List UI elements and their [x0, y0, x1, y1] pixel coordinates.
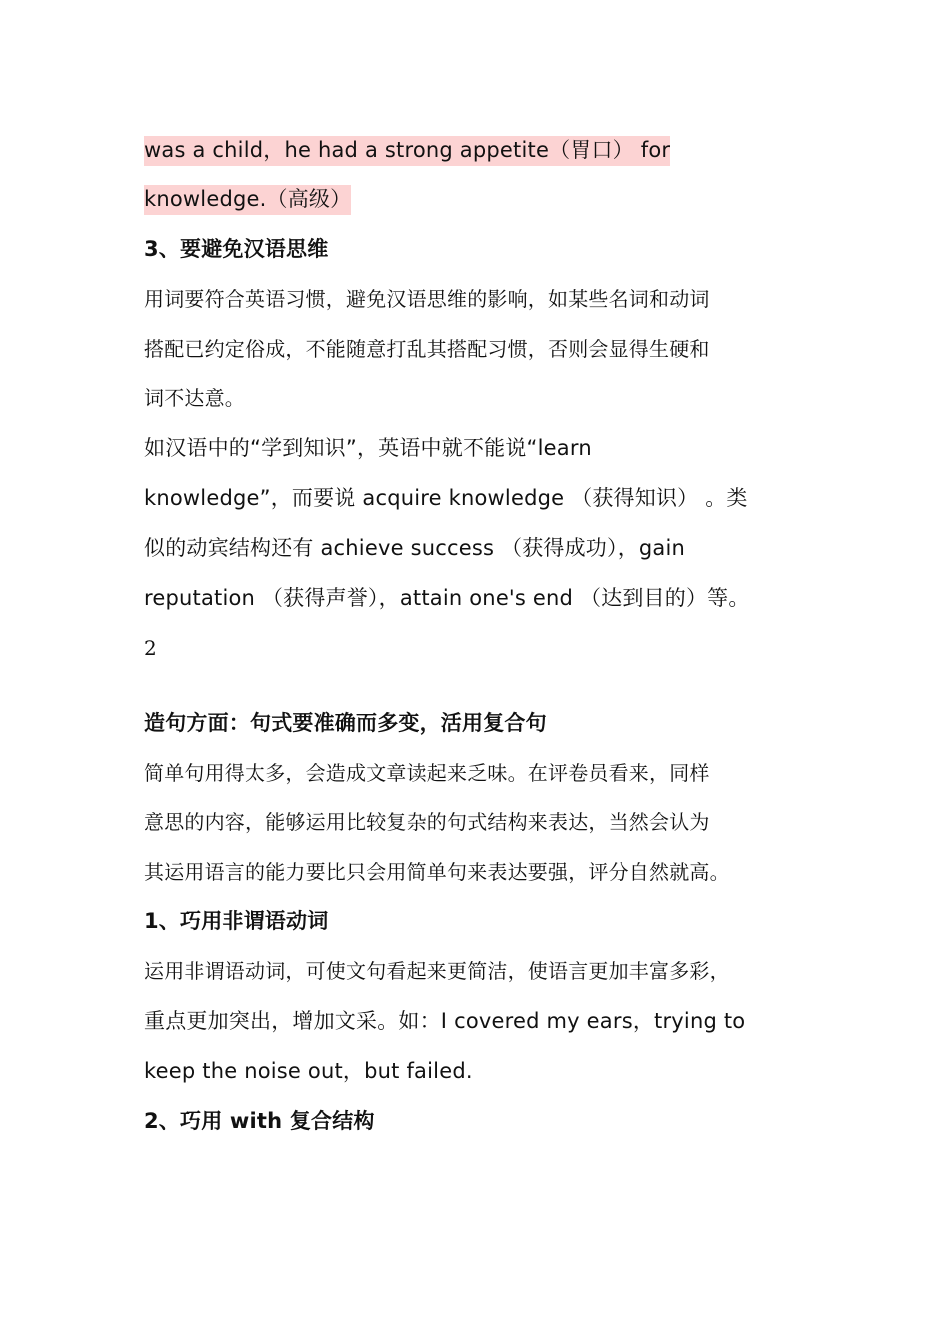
- paragraph-line: 搭配已约定俗成，不能随意打乱其搭配习惯，否则会显得生硬和: [144, 337, 710, 361]
- paragraph-line: knowledge”，而要说 acquire knowledge （获得知识） 。类: [144, 486, 748, 510]
- section-heading-3: 3、要避免汉语思维: [144, 237, 329, 261]
- section-heading-1: 1、巧用非谓语动词: [144, 909, 329, 933]
- page-number: 2: [144, 636, 157, 660]
- paragraph-line: reputation （获得声誉），attain one's end （达到目的）等。: [144, 586, 750, 610]
- section-heading-2: 2、巧用 with 复合结构: [144, 1109, 375, 1133]
- highlighted-line-1: [144, 135, 670, 165]
- highlighted-line-2: [144, 184, 351, 214]
- paragraph-line: 重点更加突出，增加文采。如：I covered my ears，trying to: [144, 1009, 746, 1033]
- paragraph-line: 用词要符合英语习惯，避免汉语思维的影响，如某些名词和动词: [144, 287, 710, 311]
- paragraph-line: keep the noise out，but failed.: [144, 1059, 473, 1083]
- paragraph-line: 简单句用得太多，会造成文章读起来乏味。在评卷员看来，同样: [144, 761, 710, 785]
- paragraph-line: 其运用语言的能力要比只会用简单句来表达要强，评分自然就高。: [144, 860, 730, 884]
- highlighted-text: was a child，he had a strong appetite（胃口） for: [144, 136, 670, 166]
- paragraph-line: 运用非谓语动词，可使文句看起来更简洁，使语言更加丰富多彩，: [144, 959, 730, 983]
- paragraph-line: 如汉语中的“学到知识”，英语中就不能说“learn: [144, 436, 592, 460]
- section-heading-sentences: 造句方面：句式要准确而多变，活用复合句: [144, 711, 547, 735]
- paragraph-line: 似的动宾结构还有 achieve success （获得成功），gain: [144, 536, 686, 560]
- highlighted-text: knowledge.（高级）: [144, 185, 351, 215]
- paragraph-line: 词不达意。: [144, 386, 245, 410]
- paragraph-line: 意思的内容，能够运用比较复杂的句式结构来表达，当然会认为: [144, 810, 710, 834]
